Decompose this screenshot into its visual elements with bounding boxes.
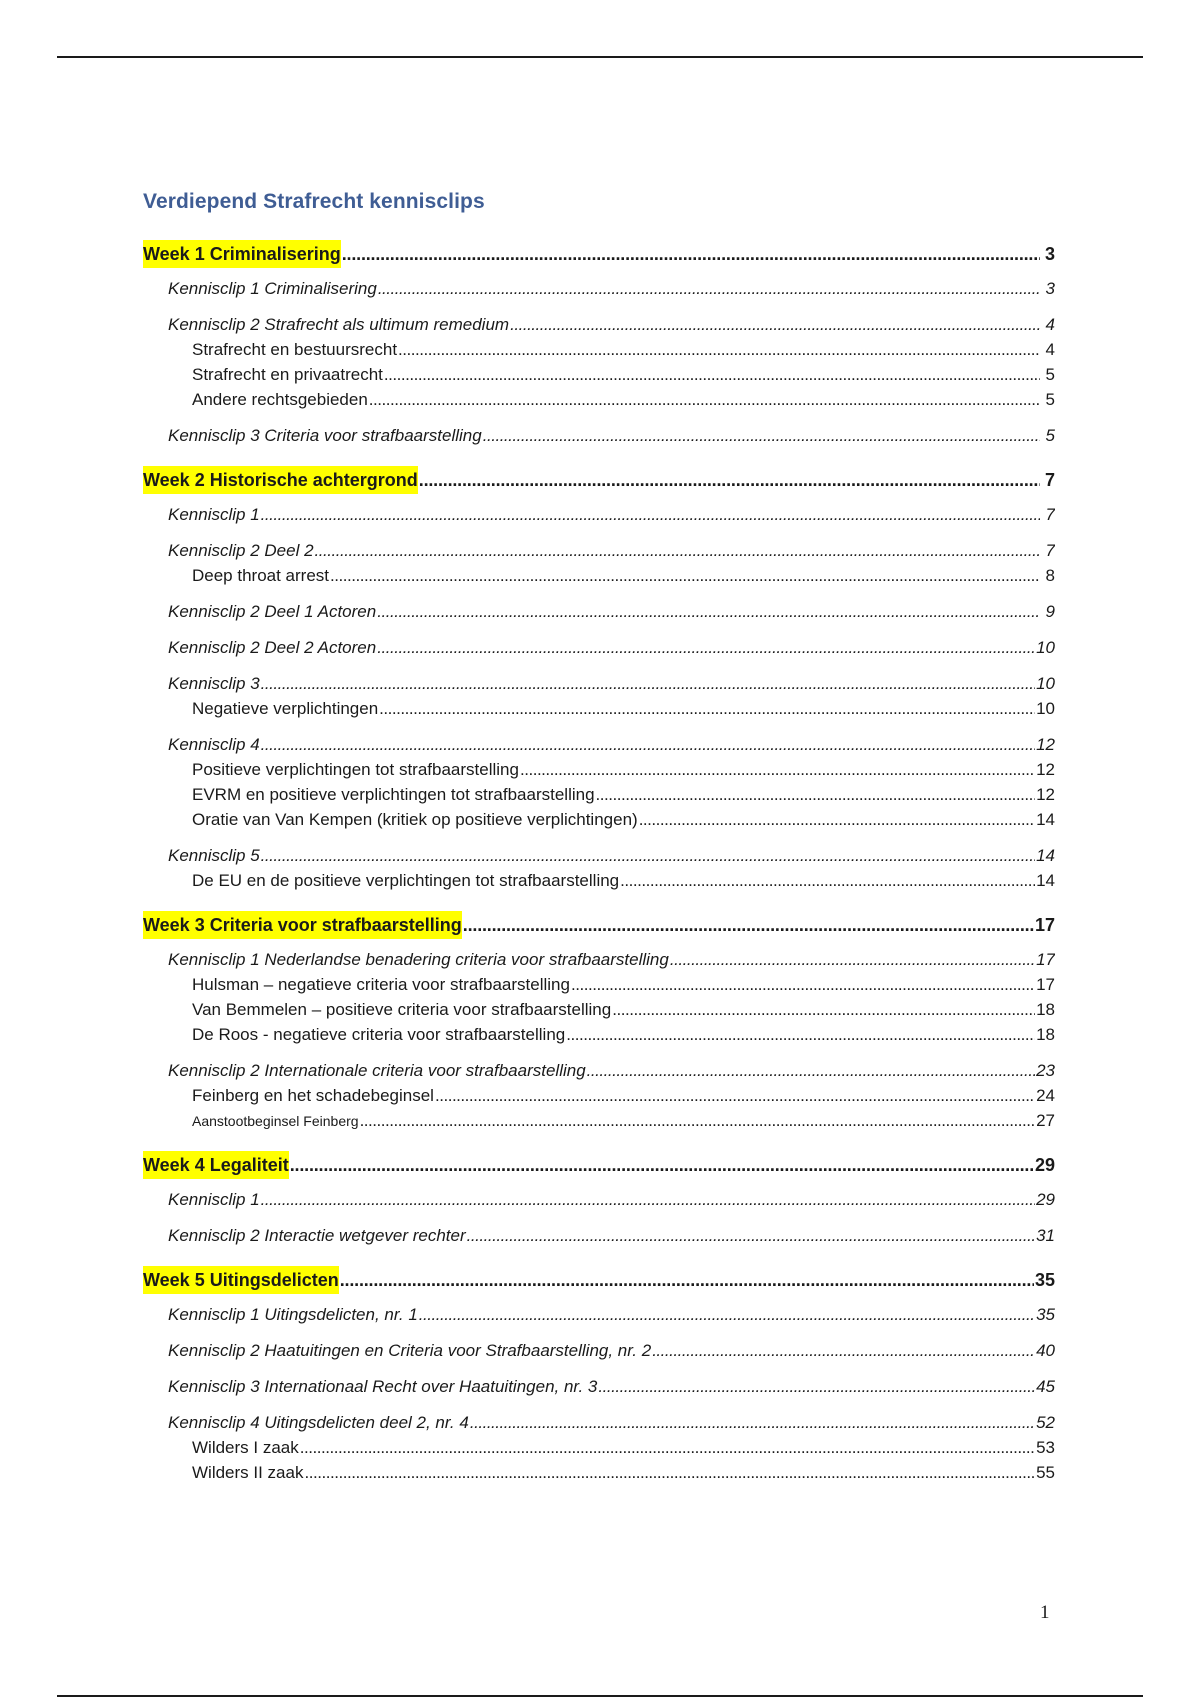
toc-subsection-entry[interactable]: [143, 337, 1055, 362]
toc-page-number: 14: [1036, 871, 1055, 890]
dot-leader: [520, 757, 1035, 782]
dot-leader: [467, 1223, 1035, 1248]
dot-leader: [419, 466, 1040, 494]
toc-entry-title: Oratie van Van Kempen (kritiek op positieve verplichtingen): [192, 810, 638, 829]
toc-entry-title: Feinberg en het schadebeginsel: [192, 1086, 434, 1105]
dot-leader: [398, 337, 1040, 362]
toc-kennisclip-entry[interactable]: [143, 312, 1055, 337]
toc-week-heading[interactable]: [143, 911, 1055, 939]
toc-entry-title: Kennisclip 4: [168, 735, 260, 754]
toc-entry-title: Aanstootbeginsel Feinberg: [192, 1113, 359, 1129]
toc-entry-title: Kennisclip 4 Uitingsdelicten deel 2, nr. 4: [168, 1413, 469, 1432]
dot-leader: [419, 1302, 1035, 1327]
toc-kennisclip-entry[interactable]: [143, 1187, 1055, 1212]
toc-subsection-entry[interactable]: [143, 1022, 1055, 1047]
dot-leader: [342, 240, 1040, 268]
toc-kennisclip-entry[interactable]: [143, 1410, 1055, 1435]
toc-entry-title: Week 2 Historische achtergrond: [143, 466, 418, 494]
toc-page-number: 3: [1045, 279, 1055, 298]
dot-leader: [620, 868, 1035, 893]
toc-page-number: 35: [1034, 1270, 1055, 1290]
toc-kennisclip-entry[interactable]: [143, 1338, 1055, 1363]
dot-leader: [435, 1083, 1035, 1108]
toc-entry-title: Deep throat arrest: [192, 566, 330, 585]
toc-entry-title: Kennisclip 3 Criteria voor strafbaarstelling: [168, 426, 482, 445]
toc-page-number: 45: [1036, 1377, 1055, 1396]
toc-entry-title: Week 4 Legaliteit: [143, 1151, 289, 1179]
toc-page-number: 7: [1045, 541, 1055, 560]
toc-page-number: 53: [1036, 1438, 1055, 1457]
toc-kennisclip-entry[interactable]: [143, 538, 1055, 563]
toc-page-number: 9: [1045, 602, 1055, 621]
table-of-contents: [143, 240, 1055, 1485]
dot-leader: [463, 911, 1034, 939]
toc-page-number: 27: [1036, 1111, 1055, 1130]
toc-subsection-entry[interactable]: [143, 807, 1055, 832]
dot-leader: [261, 671, 1035, 696]
toc-page-number: 5: [1045, 365, 1055, 384]
toc-entry-title: Week 1 Criminalisering: [143, 240, 341, 268]
toc-entry-title: Kennisclip 2 Internationale criteria voor strafbaarstelling: [168, 1061, 586, 1080]
toc-entry-title: Hulsman – negatieve criteria voor strafbaarstelling: [192, 975, 570, 994]
toc-kennisclip-entry[interactable]: [143, 599, 1055, 624]
toc-entry-title: Van Bemmelen – positieve criteria voor strafbaarstelling: [192, 1000, 612, 1019]
toc-entry-title: Week 3 Criteria voor strafbaarstelling: [143, 911, 462, 939]
toc-entry-title: Kennisclip 5: [168, 846, 260, 865]
toc-page-number: 18: [1036, 1025, 1055, 1044]
toc-page-number: 17: [1034, 915, 1055, 935]
toc-page-number: 7: [1045, 505, 1055, 524]
toc-kennisclip-entry[interactable]: [143, 1223, 1055, 1248]
toc-week-heading[interactable]: [143, 240, 1055, 268]
toc-page-number: 29: [1036, 1190, 1055, 1209]
toc-page-number: 14: [1036, 846, 1055, 865]
toc-entry-title: Andere rechtsgebieden: [192, 390, 368, 409]
toc-subsection-entry[interactable]: [143, 387, 1055, 412]
toc-page-number: 17: [1036, 950, 1055, 969]
dot-leader: [639, 807, 1035, 832]
toc-subsection-entry[interactable]: [143, 757, 1055, 782]
toc-entry-title: Wilders II zaak: [192, 1463, 304, 1482]
toc-entry-title: Kennisclip 1 Criminalisering: [168, 279, 377, 298]
dot-leader: [598, 1374, 1035, 1399]
dot-leader: [379, 696, 1035, 721]
toc-kennisclip-entry[interactable]: [143, 423, 1055, 448]
toc-entry-title: Week 5 Uitingsdelicten: [143, 1266, 339, 1294]
toc-page-number: 7: [1044, 470, 1055, 490]
toc-entry-title: Kennisclip 1 Nederlandse benadering criteria voor strafbaarstelling: [168, 950, 669, 969]
toc-subsection-entry[interactable]: [143, 1108, 1055, 1133]
toc-page-number: 5: [1045, 426, 1055, 445]
toc-subsection-entry[interactable]: [143, 972, 1055, 997]
dot-leader: [470, 1410, 1035, 1435]
toc-subsection-entry[interactable]: [143, 868, 1055, 893]
dot-leader: [300, 1435, 1035, 1460]
dot-leader: [378, 276, 1040, 301]
toc-kennisclip-entry[interactable]: [143, 732, 1055, 757]
dot-leader: [261, 843, 1035, 868]
toc-page-number: 5: [1045, 390, 1055, 409]
toc-page-number: 40: [1036, 1341, 1055, 1360]
toc-entry-title: Kennisclip 2 Interactie wetgever rechter: [168, 1226, 466, 1245]
toc-page-number: 31: [1036, 1226, 1055, 1245]
dot-leader: [304, 1460, 1035, 1485]
dot-leader: [330, 563, 1040, 588]
dot-leader: [377, 599, 1040, 624]
toc-entry-title: Kennisclip 2 Haatuitingen en Criteria voor Strafbaarstelling, nr. 2: [168, 1341, 652, 1360]
header-rule: [57, 56, 1143, 58]
toc-entry-title: De Roos - negatieve criteria voor strafbaarstelling: [192, 1025, 566, 1044]
toc-entry-title: Positieve verplichtingen tot strafbaarstelling: [192, 760, 519, 779]
toc-entry-title: Kennisclip 2 Deel 2 Actoren: [168, 638, 377, 657]
dot-leader: [670, 947, 1035, 972]
toc-page-number: 4: [1045, 315, 1055, 334]
toc-entry-title: Kennisclip 3 Internationaal Recht over Haatuitingen, nr. 3: [168, 1377, 598, 1396]
dot-leader: [510, 312, 1040, 337]
toc-subsection-entry[interactable]: [143, 997, 1055, 1022]
toc-kennisclip-entry[interactable]: [143, 1302, 1055, 1327]
toc-kennisclip-entry[interactable]: [143, 502, 1055, 527]
toc-entry-title: Kennisclip 2 Deel 2: [168, 541, 314, 560]
toc-page-number: 3: [1044, 244, 1055, 264]
toc-entry-title: Strafrecht en privaatrecht: [192, 365, 383, 384]
toc-entry-title: Wilders I zaak: [192, 1438, 299, 1457]
toc-kennisclip-entry[interactable]: [143, 843, 1055, 868]
toc-subsection-entry[interactable]: [143, 1460, 1055, 1485]
toc-page-number: 4: [1045, 340, 1055, 359]
toc-page-number: 14: [1036, 810, 1055, 829]
toc-page-number: 10: [1036, 638, 1055, 657]
toc-week-heading[interactable]: [143, 1266, 1055, 1294]
page-number: 1: [1040, 1602, 1050, 1623]
toc-page-number: 10: [1036, 699, 1055, 718]
toc-page-number: 17: [1036, 975, 1055, 994]
toc-page-number: 24: [1036, 1086, 1055, 1105]
dot-leader: [369, 387, 1040, 412]
dot-leader: [261, 1187, 1035, 1212]
toc-page-number: 8: [1045, 566, 1055, 585]
dot-leader: [612, 997, 1035, 1022]
footer-rule: [57, 1695, 1143, 1697]
toc-subsection-entry[interactable]: [143, 362, 1055, 387]
dot-leader: [596, 782, 1036, 807]
toc-subsection-entry[interactable]: [143, 696, 1055, 721]
dot-leader: [360, 1108, 1036, 1133]
toc-entry-title: Kennisclip 1 Uitingsdelicten, nr. 1: [168, 1305, 418, 1324]
dot-leader: [652, 1338, 1035, 1363]
dot-leader: [261, 502, 1040, 527]
toc-entry-title: Negatieve verplichtingen: [192, 699, 379, 718]
toc-entry-title: De EU en de positieve verplichtingen tot strafbaarstelling: [192, 871, 620, 890]
dot-leader: [261, 732, 1035, 757]
toc-kennisclip-entry[interactable]: [143, 671, 1055, 696]
dot-leader: [384, 362, 1040, 387]
toc-entry-title: Kennisclip 3: [168, 674, 260, 693]
toc-page-number: 10: [1036, 674, 1055, 693]
toc-kennisclip-entry[interactable]: [143, 635, 1055, 660]
dot-leader: [315, 538, 1040, 563]
dot-leader: [340, 1266, 1034, 1294]
toc-kennisclip-entry[interactable]: [143, 1058, 1055, 1083]
toc-page-number: 12: [1036, 785, 1055, 804]
toc-entry-title: Kennisclip 2 Deel 1 Actoren: [168, 602, 377, 621]
dot-leader: [587, 1058, 1035, 1083]
toc-entry-title: Strafrecht en bestuursrecht: [192, 340, 398, 359]
toc-entry-title: Kennisclip 1: [168, 505, 260, 524]
toc-week-heading[interactable]: [143, 1151, 1055, 1179]
toc-page-number: 52: [1036, 1413, 1055, 1432]
toc-subsection-entry[interactable]: [143, 563, 1055, 588]
toc-kennisclip-entry[interactable]: [143, 947, 1055, 972]
toc-kennisclip-entry[interactable]: [143, 1374, 1055, 1399]
dot-leader: [290, 1151, 1034, 1179]
toc-page-number: 55: [1036, 1463, 1055, 1482]
toc-subsection-entry[interactable]: [143, 782, 1055, 807]
toc-kennisclip-entry[interactable]: [143, 276, 1055, 301]
toc-subsection-entry[interactable]: [143, 1435, 1055, 1460]
toc-entry-title: EVRM en positieve verplichtingen tot strafbaarstelling: [192, 785, 595, 804]
toc-entry-title: Kennisclip 2 Strafrecht als ultimum remedium: [168, 315, 510, 334]
toc-subsection-entry[interactable]: [143, 1083, 1055, 1108]
toc-page-number: 35: [1036, 1305, 1055, 1324]
toc-entry-title: Kennisclip 1: [168, 1190, 260, 1209]
dot-leader: [483, 423, 1040, 448]
toc-page-number: 23: [1036, 1061, 1055, 1080]
dot-leader: [377, 635, 1035, 660]
toc-page-number: 12: [1036, 735, 1055, 754]
toc-week-heading[interactable]: [143, 466, 1055, 494]
toc-page-number: 12: [1036, 760, 1055, 779]
toc-title: Verdiepend Strafrecht kennisclips: [143, 190, 485, 213]
toc-page-number: 29: [1034, 1155, 1055, 1175]
dot-leader: [571, 972, 1035, 997]
toc-page-number: 18: [1036, 1000, 1055, 1019]
dot-leader: [566, 1022, 1035, 1047]
